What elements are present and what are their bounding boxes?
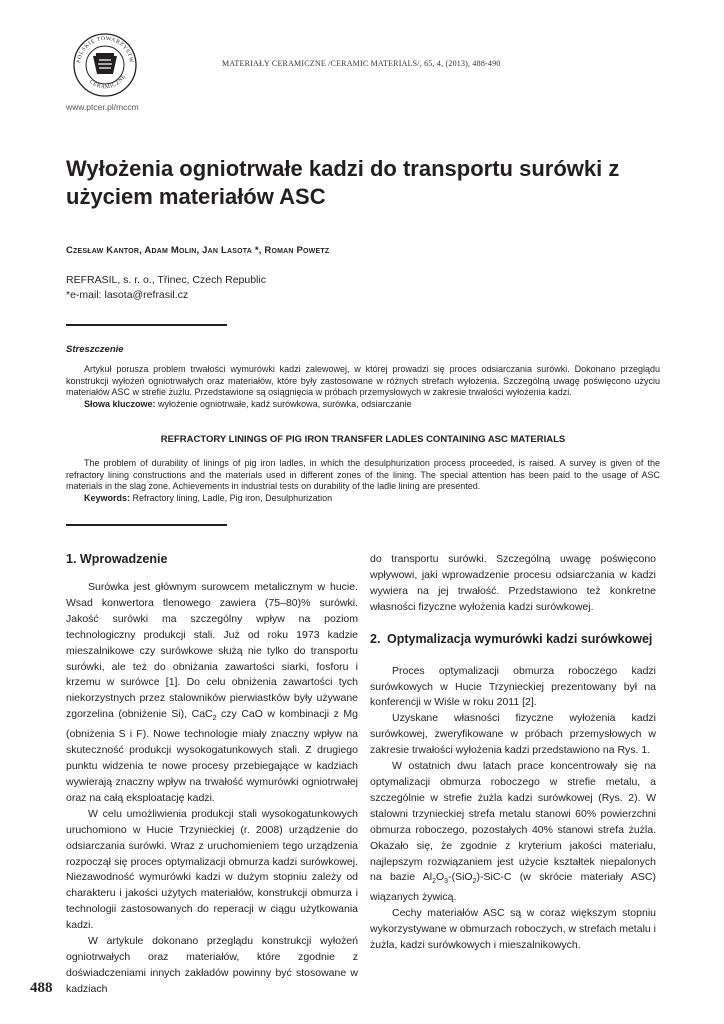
- section-2-body: [370, 664, 656, 954]
- subscript: 3: [444, 878, 449, 886]
- abstract-pl: [66, 364, 660, 410]
- paragraph: do transportu surówki. Szczególną uwagę poświęcono wpływowi, jaki wprowadzenie procesu odsiarczania w kadzi wywiera na jej trwałość. Przedstawiono też konkretne własności fizyczne wyłożenia kadzi surówkowej.: [370, 553, 656, 613]
- corresponding-email[interactable]: *e-mail: lasota@refrasil.cz: [66, 289, 189, 301]
- paragraph: Cechy materiałów ASC są w coraz większym stopniu wykorzystywane w obmurzach roboczych, w strefach metalu i żużla, kadzi surówkowych i mieszalnikowych.: [370, 907, 656, 952]
- subscript: 2: [432, 878, 436, 886]
- logo-text-bottom: CERAMICZNE: [88, 73, 128, 91]
- article-title: Wyłożenia ogniotrwałe kadzi do transportu surówki z użyciem materiałów ASC: [66, 156, 620, 209]
- text-run: Surówka jest głównym surowcem metalicznym w hucie. Wsad konwertora tlenowego zawiera (75–80)% surówki. Jakość surówki ma szczególny wpływ na poziom technologiczny produkcji stali. Już od roku 1973 kadzie mieszalnikowe czy surówkowe służą nie tylko do transportu surówki, ale też do obniżania zawartości siarki, fosforu i krzemu w surówce [1]. Do celu obniżenia zawartości tych niekorzystnych przez stalowników pierwiastków były używane zgorzelina (obniżenie Si), CaC: [66, 581, 358, 721]
- abstract-en-text: The problem of durability of linings of pig iron ladles, in which the desulphurization process proceeded, is raised. A survey is given of the refractory lining constructions and the materials used in different zones of the lining. The special attention has been paid to the usage of ASC materials in the slag zone. Achievements in industrial tests on durability of the ladle lining are presented.: [66, 458, 660, 491]
- text-run: )-SiC-C (w skrócie materiały ASC) wiązanych żywicą.: [370, 871, 657, 904]
- page-number: 488: [30, 980, 53, 996]
- affiliation-block: [66, 273, 266, 303]
- paragraph: Uzyskane własności fizyczne wyłożenia kadzi surówkowej, zweryfikowane w próbach przemysłowych w zakresie trwałości wyłożenia kadzi przedstawiono na Rys. 1.: [370, 712, 656, 757]
- subscript: 2: [472, 878, 477, 886]
- paragraph: W artykule dokonano przeglądu konstrukcji wyłożeń ogniotrwałych oraz materiałów, które zgodnie z doświadczeniami innych zakładów powinny być stosowane w kadziach: [66, 935, 358, 995]
- abstract-en: [66, 458, 660, 504]
- journal-reference: MATERIAŁY CERAMICZNE /CERAMIC MATERIALS/, 65, 4, (2013), 488-490: [222, 59, 501, 68]
- svg-text:CERAMICZNE: [88, 74, 127, 91]
- affiliation: REFRASIL, s. r. o., Třinec, Czech Republic: [66, 274, 266, 286]
- text-run: O: [436, 871, 445, 884]
- section-1-continued: [370, 552, 656, 616]
- logo-text-top: POLSKIE TOWARZYSTW: [76, 35, 135, 64]
- section-2-heading: [370, 631, 656, 648]
- paragraph: Proces optymalizacji obmurza roboczego kadzi surówkowych w Hucie Trzynieckiej prezentowany był na konferencji w Wiśle w roku 2011 [2].: [370, 664, 656, 709]
- divider: [66, 324, 227, 326]
- society-logo: [66, 30, 144, 100]
- section-2-title: Optymalizacja wymurówki kadzi surówkowej: [387, 631, 653, 646]
- section-1-body: [66, 580, 358, 998]
- text-run: -(SiO: [448, 871, 473, 884]
- authors: Czesław Kantor, Adam Molin, Jan Lasota *, Roman Powetz: [66, 245, 330, 256]
- section-1-heading: 1. Wprowadzenie: [66, 552, 168, 566]
- text-run: W ostatnich dwu latach prace koncentrowały się na optymalizacji obmurza roboczego w strefie metalu, a szczególnie w strefie żużla kadzi surówkowej (Rys. 2). W stalowni trzynieckiej strefa metalu stanowi 60% powierzchni obmurza roboczego, pozostałych 40% stanowi strefa żużla. Okazało się, że zgodnie z kryterium jakości materiału, najlepszym rozwiązaniem jest użycie kształtek niepalonych na bazie Al: [370, 760, 656, 884]
- keywords-en: [66, 493, 660, 505]
- right-column: [370, 552, 656, 954]
- english-title: REFRACTORY LININGS OF PIG IRON TRANSFER LADLES CONTAINING ASC MATERIALS: [160, 434, 566, 445]
- abstract-pl-text: Artykuł porusza problem trwałości wymurówki kadzi zalewowej, w której prowadzi się proces odsiarczania surówki. Dokonano przeglądu konstrukcji wyłożeń ogniotrwałych oraz materiałów, które były zastosowane w różnych strefach wyłożenia. Szczególną uwagę poświęcono użyciu materiałów ASC w strefie żużlu. Przedstawione są osiągnięcia w próbach przemysłowych w zakresie trwałości wyłożenia kadzi.: [66, 364, 660, 397]
- keywords-pl-label: Słowa kluczowe:: [84, 398, 156, 409]
- abstract-heading: Streszczenie: [66, 344, 124, 355]
- site-url[interactable]: www.ptcer.pl/mccm: [66, 102, 139, 112]
- keywords-en-label: Keywords:: [84, 492, 131, 503]
- paragraph: [66, 580, 358, 807]
- keywords-en-values: Refractory lining, Ladle, Pig iron, Desulphurization: [130, 492, 333, 503]
- paragraph: W celu umożliwienia produkcji stali wysokogatunkowych uruchomiono w Hucie Trzynieckiej (r. 2008) urządzenie do odsiarczania surówki. Wraz z uruchomieniem tego urządzenia rozpoczął się proces optymalizacji obmurza kadzi surówkowej. Niezawodność wymurówki kadzi w dużym stopniu zależy od charakteru i jakości użytych materiałów, konstrukcji obmurza i technologii zastosowanych do reperacji w ciągu użytkowania kadzi.: [66, 807, 358, 932]
- subscript: 2: [212, 715, 217, 723]
- divider: [66, 524, 227, 526]
- section-2-number: 2.: [370, 631, 381, 646]
- text-run: czy CaO w kombinacji z Mg (obniżenia S i F). Nowe technologie miały znaczny wpływ na skuteczność produkcji wysokogatunkowych stali. Z drugiego punktu widzenia te nowe procesy przebiegające w kadziach wywierają znaczny wpływ na trwałość wymurówki ogniotrwałej oraz na całą eksploatację kadzi.: [66, 708, 358, 804]
- left-column: [66, 551, 358, 998]
- keywords-pl: [66, 399, 660, 411]
- paragraph: [370, 759, 656, 906]
- keywords-pl-values: wyłożenie ogniotrwałe, kadź surówkowa, surówka, odsiarczanie: [155, 398, 412, 409]
